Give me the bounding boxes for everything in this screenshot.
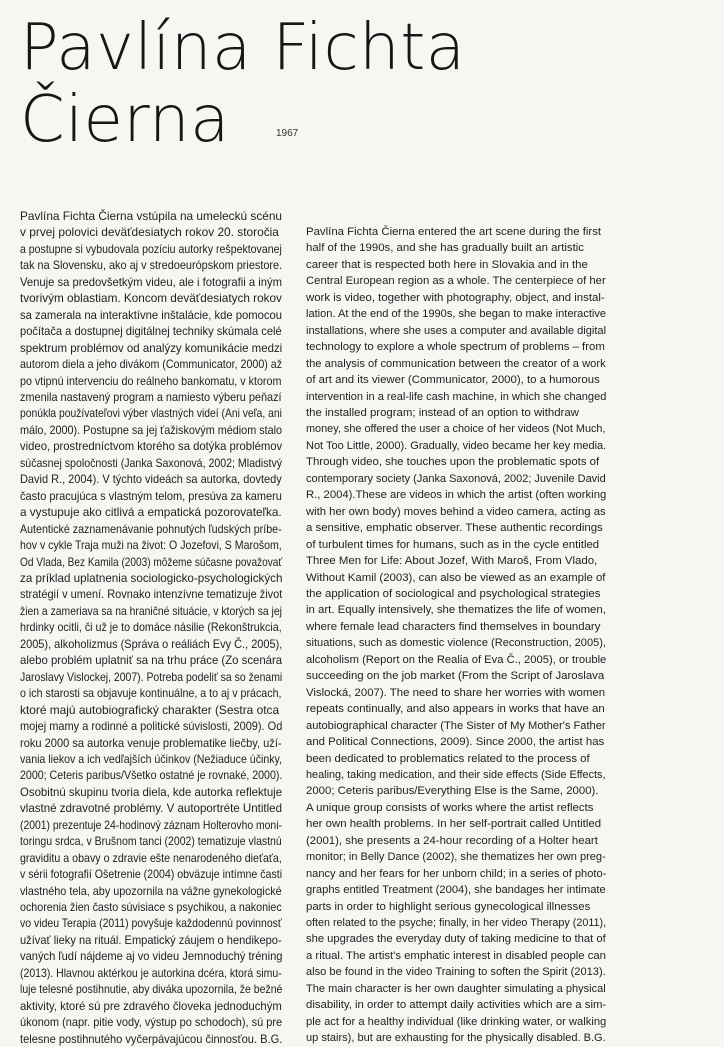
text-line: sa zamerala na interaktívne inštalácie, kde pomocou [20,307,282,322]
text-line: (2001) prezentuje 24-hodinový záznam Holterovho moni- [20,817,282,832]
text-line: za príklad uplatnenia sociologicko-psychologických [20,570,283,585]
text-line: nancy and her fears for her unborn child; in a series of photo- [306,867,607,880]
artist-name-line-2: Čierna [20,83,230,157]
text-line: work is video, together with photography, object, and instal- [306,291,605,304]
english-text-column [306,224,606,1047]
text-line: installations, where she uses a computer and available digital [306,324,607,337]
text-line: a ritual. The artist's emphatic interest in disabled people can [306,949,606,962]
text-line: v prvej polovici deväťdesiatych rokov 20. storočia [20,225,279,240]
text-line: Pavlína Fichta Čierna entered the art scene during the first [306,226,602,238]
text-line: contemporary society (Janka Saxonová, 2002; Juvenile David [306,472,606,485]
text-line: ple act for a healthy individual (like drinking water, or walking [306,1015,607,1028]
text-line: A unique group consists of works where the artist reflects [306,801,594,814]
text-line: o ich starosti sa objavuje kontinuálne, a to aj v prácach, [20,686,282,701]
text-line: been dedicated to problematics related to the process of [306,752,590,765]
text-line: Without Kamil (2003), can also be viewed as an example of [306,571,606,584]
text-line: situations, such as domestic violence (Reconstruction, 2005), [306,637,607,650]
text-line: video, prostredníctvom ktorého sa dotýka problémov [20,439,283,454]
text-line: a sensitive, emphatic observer. These authentic recordings [306,522,603,535]
text-line: career that is respected both here in Slovakia and in the [306,258,588,271]
text-line: the application of sociological and psychological strategies [306,587,601,600]
text-line: half of the 1990s, and she has gradually built an artistic [306,242,584,255]
text-line: 2000; Ceteris paribus/Everything Else is the Same, 2000). [306,785,599,798]
text-line: ponúkla používateľovi výber vlastných videí (Ani veľa, ani [20,406,282,421]
text-line: Osobitnú skupinu tvoria diela, kde autorka reflektuje [20,784,283,799]
text-line: vo videu Terapia (2011) povyšuje každodennú povinnosť [20,916,282,931]
text-line: toringu srdca, v Brušnom tanci (2002) tematizuje vlastnú [20,834,282,849]
text-line: a postupne si vybudovala pozíciu autorky rešpektovanej [20,241,282,256]
text-line: a vystupuje ako citlivá a empatická pozorovateľka. [20,505,282,520]
text-line: po vtipnú intervenciu do reálneho bankomatu, v ktorom [20,373,282,388]
text-line: zmenila nastavený program a namiesto výberu peňazí [20,389,282,404]
text-line: in art. Equally intensively, she thematizes the life of women, [306,604,606,617]
text-line: Not Too Little, 2000). Gradually, video became her key media. [306,439,607,452]
text-line: Pavlína Fichta Čierna vstúpila na umeleckú scénu [20,209,283,223]
text-line: alcoholism (Report on the Realia of Eva Č., 2005), or trouble [306,653,607,666]
text-line: David R., 2004). V týchto videách sa autorka, dovtedy [20,472,282,487]
text-line: 2000; Ceteris paribus/Všetko ostatné je rovnaké, 2000). [20,768,283,783]
text-line: Jaroslavy Vislockej, 2007). Potreba podeliť sa so ženami [20,669,283,684]
text-line: with her own body) moves behind a video camera, acting as [306,505,606,518]
text-line: hov v cykle Traja muži na život: O Jozefovi, S Marošom, [20,538,282,553]
text-line: hrdinky ocitli, či už je to domáce násilie (Rekonštrukcia, [20,620,282,635]
text-line: R., 2004).These are videos in which the artist (often working [306,489,607,502]
text-line: of turbulent times for humans, such as in the cycle entitled [306,538,600,551]
text-line: up stairs), but are exhausting for the physically disabled. B.G. [306,1032,606,1045]
text-line: počítača a dostupnej digitálnej techniky skúmala celé [20,324,282,339]
text-line: luje telesné postihnutie, aby diváka upozornila, že bežné [20,982,283,997]
text-line: súčasnej spoločnosti (Janka Saxonová, 2002; Mladistvý [20,455,283,470]
text-line: vania liekov a ich vedľajších účinkov (Nežiaduce účinky, [20,751,283,766]
text-line: Autentické zaznamenávanie pohnutých ľudských príbe- [20,521,282,536]
text-line: málo, 2000). Postupne sa jej ťažiskovým médiom stalo [20,422,283,437]
text-line: Central European region as a whole. The centerpiece of her [306,275,606,288]
text-line: the analysis of communication between the creator of a work [306,357,606,370]
text-line: užívať lieky na rituál. Empatický záujem o hendikepo- [20,932,282,947]
text-line: Three Men for Life: About Jozef, With Maroš, From Vlado, [306,555,598,568]
text-line: the installed program; instead of an option to withdraw [306,406,579,419]
text-line: autobiographical character (The Sister of My Mother's Father [306,719,606,732]
text-line: disability, in order to attempt daily activities which are a sim- [306,999,607,1012]
text-line: tak na Slovensku, ako aj v stredoeurópskom priestore. [20,258,283,273]
text-line: of art and its viewer (Communicator, 2000), to a humorous [306,374,600,387]
text-line: lation. At the end of the 1990s, she began to make interactive [306,308,607,321]
text-line: (2001), she presents a 24-hour recording of a Holter heart [306,834,598,847]
birth-year: 1967 [276,128,299,139]
text-line: The main character is her own daughter simulating a physical [306,982,606,995]
text-line: often related to the psyche; finally, in her video Therapy (2011), [306,917,607,930]
text-line: telesne postihnutého vyčerpávajúcou činnosťou. B.G. [20,1031,283,1046]
text-line: (2013). Hlavnou aktérkou je autorkina dcéra, ktorá simu- [20,965,282,980]
text-line: money, she offered the user a choice of her videos (Not Much, [306,423,606,436]
text-line: Venuje sa predovšetkým videu, ale i fotografii a iným [20,274,282,289]
text-line: Through video, she touches upon the problematic spots of [306,456,600,469]
text-line: Od Vlada, Bez Kamila (2003) môžeme súčasne považovať [20,554,283,569]
text-line: repeats continually, and also appears in works that have an [306,703,605,716]
text-line: roku 2000 sa autorka venuje problematike liečby, uží- [20,735,282,750]
text-line: úkonom (napr. pitie vody, výstup po schodoch), sú pre [20,1015,283,1030]
text-line: healing, taking medication, and their side effects (Side Effects, [306,768,606,781]
text-line: intervention in a real-life cash machine, in which she changed [306,390,607,403]
text-line: technology to explore a whole spectrum of problems – from [306,341,605,354]
text-line: Vislocká, 2007). The need to share her worries with women [306,686,606,699]
text-line: monitor; in Belly Dance (2002), she thematizes her own preg- [306,851,606,864]
text-line: ktoré majú autobiografický charakter (Sestra otca [20,702,280,717]
text-line: where female lead characters find themselves in boundary [306,620,601,633]
text-line: vlastné zdravotné problémy. V autoportréte Untitled [20,801,283,816]
text-line: parts in order to highlight serious gynecological illnesses [306,900,591,913]
slovak-text-column [20,208,282,1047]
text-line: často pracujúca s vlastným telom, presúva za kameru [20,488,282,503]
text-line: graviditu a obavy o zdravie ešte nenarodeného dieťaťa, [20,850,282,865]
text-line: v sérii fotografií Ošetrenie (2004) obväzuje intímne časti [20,867,283,882]
text-line: also be found in the video Training to soften the Spirit (2013). [306,966,606,979]
text-line: autorom diela a jeho divákom (Communicator, 2000) až [20,357,283,372]
text-line: ochorenia žien často súvisiace s psychikou, a nakoniec [20,900,282,915]
text-line: aktivity, ktoré sú pre zdravého človeka jednoduchým [20,998,282,1013]
text-line: and Political Connections, 2009). Since 2000, the artist has [306,736,605,749]
text-line: succeeding on the job market (From the Script of Jaroslava [306,670,605,683]
text-line: graphs entitled Treatment (2004), she bandages her intimate [306,884,606,897]
text-line: her own health problems. In her self-portrait called Untitled [306,818,602,831]
text-line: vlastného tela, aby upozornila na vážne gynekologické [20,883,282,898]
artist-name-line-1: Pavlína Fichta [20,11,466,85]
text-line: vaných ľudí nájdeme aj vo videu Jemnoduchý tréning [20,949,283,964]
text-line: stratégií v umení. Rovnako intenzívne tematizuje život [20,587,283,602]
artist-name-heading [20,12,466,156]
text-line: alebo problém uplatniť sa na trhu práce (Zo scenára [20,653,283,668]
text-line: she upgrades the everyday duty of taking medicine to that of [306,933,606,946]
text-line: spektrum problémov od analýzy komunikácie medzi [20,340,283,355]
text-line: 2005), alkoholizmus (Správa o reáliách Evy Č., 2005), [20,636,283,651]
text-line: tvorivým oblastiam. Koncom deväťdesiatych rokov [20,291,282,306]
text-line: mojej mamy a rodinné a politické súvislosti, 2009). Od [20,719,283,734]
text-line: žien a zameriava sa na hraničné situácie, v ktorých sa jej [20,603,282,618]
